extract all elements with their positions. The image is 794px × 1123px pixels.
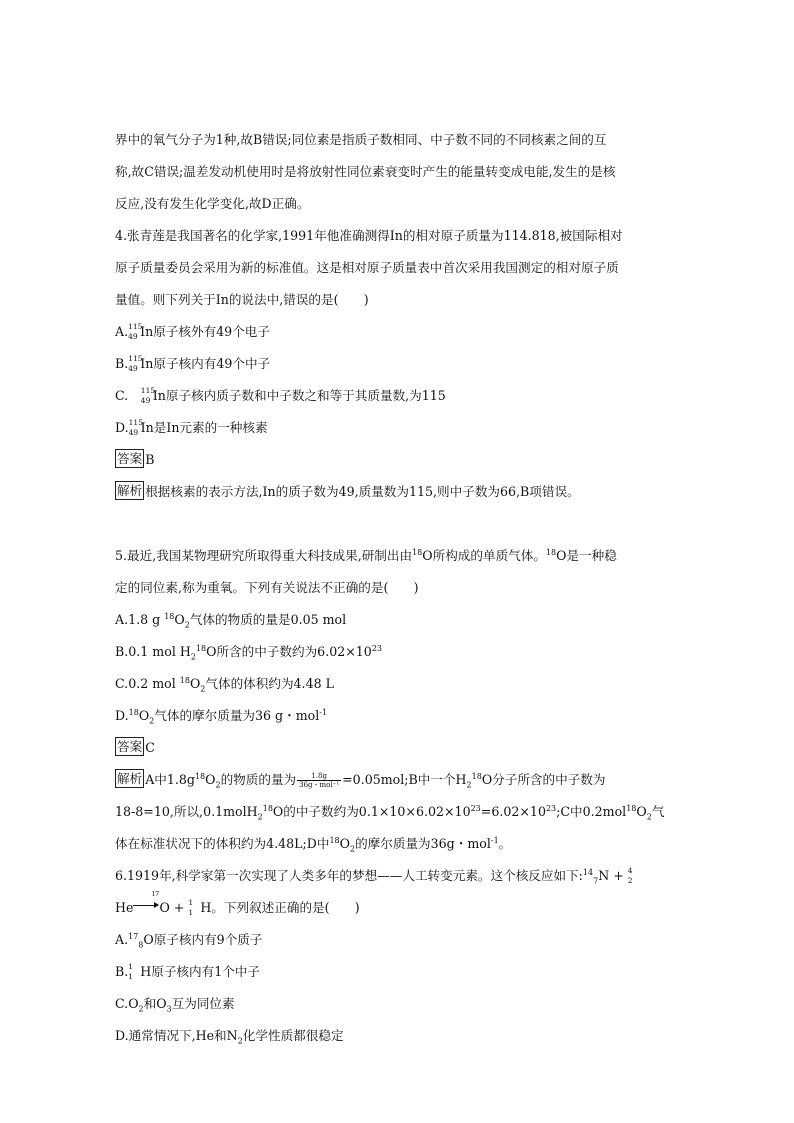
- question-4-answer: [115, 444, 695, 476]
- analysis-tag: 解析: [117, 483, 143, 498]
- option-label: C.: [115, 388, 141, 403]
- nuclide-notation: 115 49: [128, 354, 143, 373]
- answer-tag: 答案: [117, 739, 143, 754]
- question-6-option-c: $C.O_2$和$O_3$互为同位素: [115, 996, 235, 1014]
- nuclide-notation: 115 49: [140, 386, 156, 405]
- question-5-analysis: 体在标准状况下的体积约为4.48L;D中$^{18}O_2$的摩尔质量为36g・mol$^{-1}$。: [115, 835, 512, 854]
- question-5-stem: 定的同位素,称为重氧。下列有关说法不正确的是( ): [115, 580, 419, 595]
- question-6-stem: He 17 O + 1 1 H。下列叙述正确的是( ): [115, 891, 360, 917]
- question-5-answer: [115, 732, 695, 764]
- question-4-stem: 量值。则下列关于In的说法中,错误的是( ): [115, 292, 369, 307]
- question-4-option-d: D. 115 49 In是In元素的一种核素: [115, 418, 268, 437]
- question-4-option-b: B. 115 49 In原子核内有49个中子: [115, 354, 271, 373]
- analysis-tag: 解析: [117, 771, 143, 786]
- text-line: 界中的氧气分子为1种,故B错误;同位素是指质子数相同、中子数不同的不同核素之间的互: [115, 132, 607, 147]
- nuclide-notation: 1 1: [128, 962, 134, 981]
- nuclide-notation: 1 1: [188, 898, 194, 917]
- question-4-option-c: C. 115 49 In原子核内质子数和中子数之和等于其质量数,为115: [115, 386, 446, 405]
- question-6-option-b: B. 1 1 H原子核内有1个中子: [115, 962, 261, 981]
- document-page: [115, 124, 695, 1052]
- question-5-analysis: 解析 A中$1.8g^{18}O_2$的物质的量为 $\frac{1.8g}{\text{36g・mol⁻¹}}$ =0.05mol;B中一个$H_2^{18}O$分子所含的中子数为: [117, 771, 606, 790]
- question-4-stem: 原子质量委员会采用为新的标准值。这是相对原子质量表中首次采用我国测定的相对原子质: [115, 260, 619, 275]
- option-label: D.: [115, 420, 129, 435]
- spacer: [115, 508, 695, 540]
- reaction-arrow-icon: 17: [133, 901, 159, 911]
- nuclide-notation: 115 49: [128, 322, 143, 341]
- question-6-option-d: D.通常情况下,He和$N_2$化学性质都很稳定: [115, 1028, 344, 1046]
- option-label: B.: [115, 356, 129, 371]
- nuclide-notation: 115 49: [128, 418, 143, 437]
- question-5-option-d: $D.^{18}O_2$气体的摩尔质量为36 g・mol$^{-1}$: [115, 707, 328, 726]
- question-5-analysis: 18-8=10,所以,0.1molH$_2^{18}$O的中子数约为$0.1\times 10\times 6.02\times 10^{23}=6.02\times 10^{23};C$中$0.2mol^{18}O_2$气: [115, 803, 665, 822]
- question-4-analysis: 解析 根据核素的表示方法,In的质子数为49,质量数为115,则中子数为66,B项错误。: [117, 483, 580, 499]
- text-line: 称,故C错误;温差发动机使用时是将放射性同位素衰变时产生的能量转变成电能,发生的是核: [115, 164, 616, 179]
- question-4-option-a: A. 115 49 In原子核外有49个电子: [115, 322, 270, 341]
- answer-value: C: [145, 740, 155, 755]
- question-5-option-c: C.0.2 mol $^{18}O_2$气体的体积约为4.48 L: [115, 675, 334, 694]
- fraction: $\frac{1.8g}{\text{36g・mol⁻¹}}$: [299, 772, 340, 789]
- question-5-option-b: B.0.1 mol $H_2^{18}O$所含的中子数约为$6.02\times 10^{23}$: [115, 643, 382, 662]
- answer-tag: 答案: [117, 451, 143, 466]
- question-6-stem: 6.1919年,科学家第一次实现了人类多年的梦想——人工转变元素。这个核反应如下:$^{14}_7$N + 4 2: [115, 860, 695, 892]
- answer-value: B: [145, 452, 155, 467]
- text-line: 反应,没有发生化学变化,故D正确。: [115, 196, 310, 211]
- option-label: A.: [115, 324, 129, 339]
- question-5-option-a: A.1.8 g $^{18}O_2$气体的物质的量是0.05 mol: [115, 611, 347, 630]
- question-6-option-a: A.$^{17}_8$O原子核内有9个质子: [115, 931, 263, 950]
- question-5-stem: 5.最近,我国某物理研究所取得重大科技成果,研制出由$^{18}$O所构成的单质气体。$^{18}$O是一种稳: [115, 547, 617, 563]
- question-4-stem: 4.张青莲是我国著名的化学家,1991年他准确测得In的相对原子质量为114.818,被国际相对: [115, 228, 623, 243]
- nuclide-notation: 4 2: [627, 866, 633, 885]
